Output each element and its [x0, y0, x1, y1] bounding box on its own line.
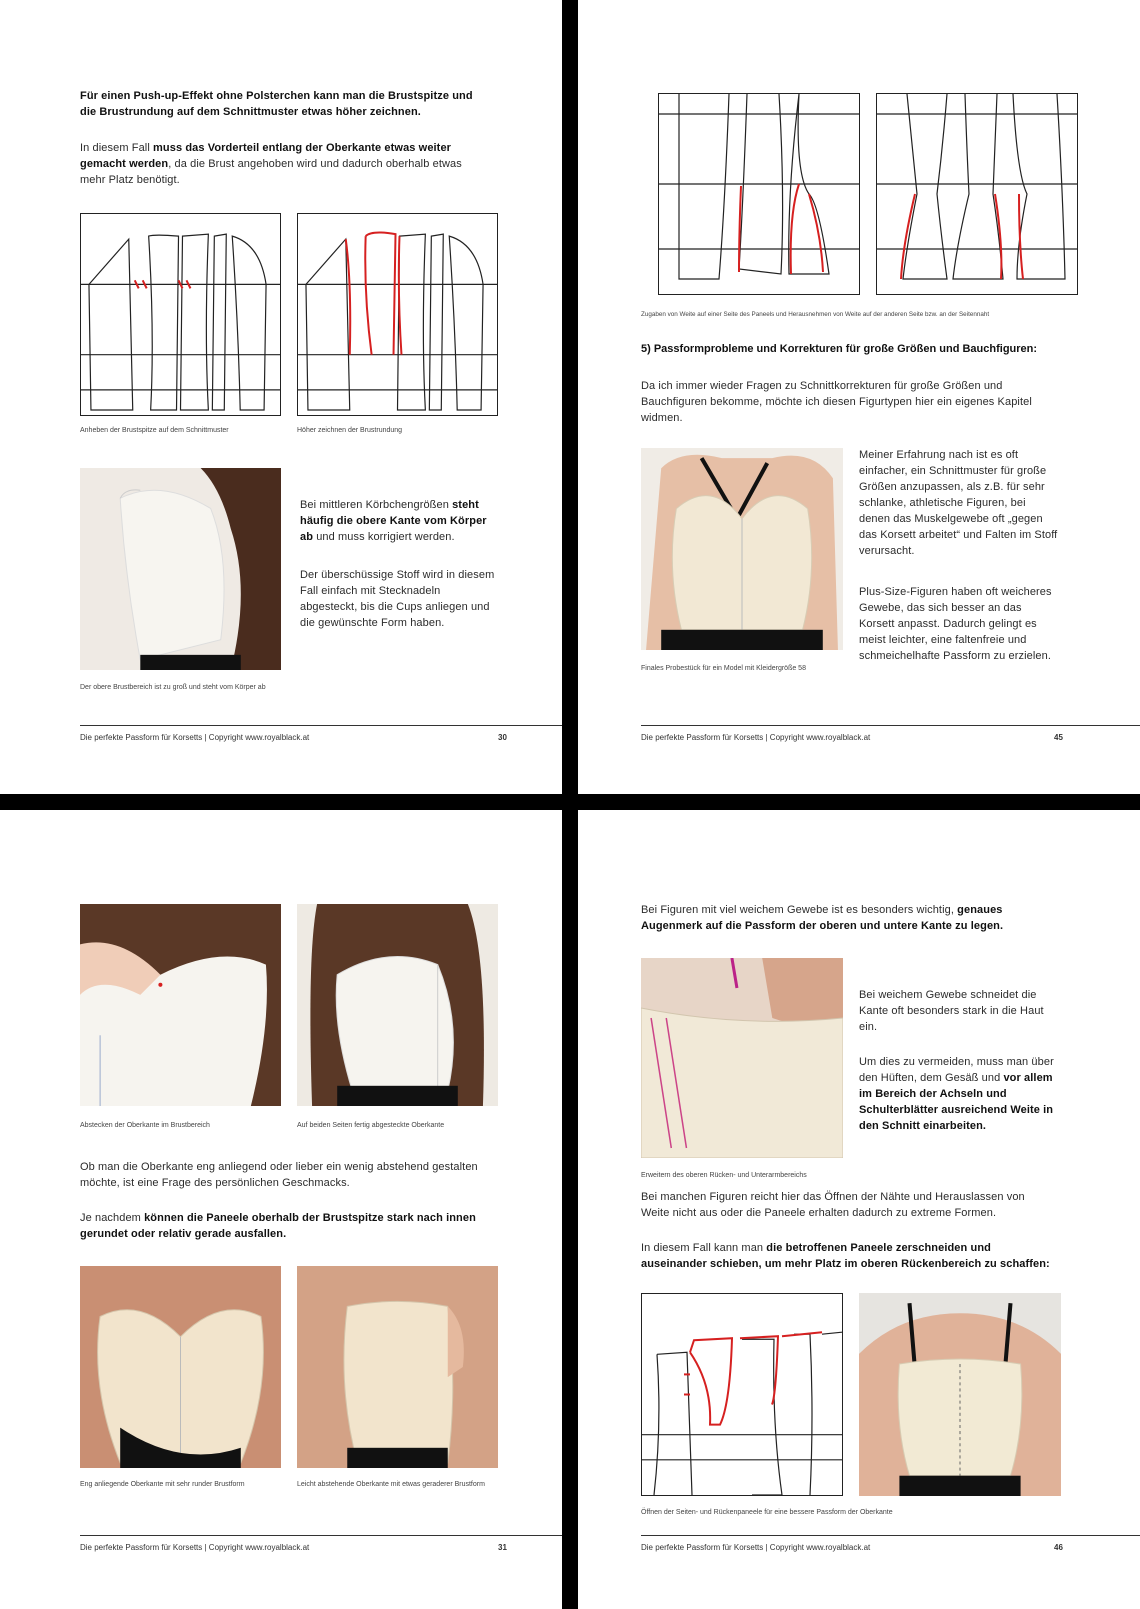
footer-text: Die perfekte Passform für Korsetts | Copyright www.royalblack.at: [641, 733, 871, 742]
paragraph-2: Je nachdem können die Paneele oberhalb der Brustspitze stark nach innen gerundet oder relativ gerade ausfallen.: [80, 1212, 476, 1240]
caption: Der obere Brustbereich ist zu groß und steht vom Körper ab: [80, 684, 266, 691]
page-footer: [80, 725, 562, 742]
page-45: [578, 0, 1140, 794]
caption: Abstecken der Oberkante im Brustbereich: [80, 1122, 210, 1129]
section-heading: 5) Passformprobleme und Korrekturen für große Größen und Bauchfiguren:: [641, 343, 1038, 355]
pattern-diagram-right: [297, 213, 498, 416]
footer-text: Die perfekte Passform für Korsetts | Copyright www.royalblack.at: [80, 1543, 310, 1552]
side-text: Bei mittleren Körbchengrößen steht häufig die obere Kante vom Körper ab und muss korrigiert werden.: [300, 499, 487, 543]
pattern-diagram-left: [80, 213, 281, 416]
pinning-photo: [80, 904, 281, 1106]
paragraph: In diesem Fall muss das Vorderteil entlang der Oberkante etwas weiter gemacht werden, da die Brust angehoben wird und dadurch oberhalb etwas mehr Platz benötigt.: [80, 142, 462, 186]
page-number: 45: [1054, 733, 1063, 742]
paragraph: Da ich immer wieder Fragen zu Schnittkorrekturen für große Größen und Bauchfiguren bekomme, möchte ich diesen Figurtypen hier ein eigenes Kapitel widmen.: [641, 380, 1032, 424]
caption: Anheben der Brustspitze auf dem Schnittmuster: [80, 427, 229, 434]
side-text: Meiner Erfahrung nach ist es oft einfacher, ein Schnittmuster für große Größen anzupassen, als z.B. für sehr schlanke, athletische Figuren, bei denen das Muskelgewebe oft „gegen das Korsett arbeitet“ und Falten im Stoff verursacht.: [859, 449, 1058, 557]
side-text: Bei weichem Gewebe schneidet die Kante oft besonders stark in die Haut ein.: [859, 989, 1044, 1033]
page-footer: [641, 1535, 1140, 1552]
tight-fit-photo: [80, 1266, 281, 1468]
side-text-2: Der überschüssige Stoff wird in diesem Fall einfach mit Stecknadeln abgesteckt, bis die Cups anliegen und die gewünschte Form haben.: [300, 569, 495, 629]
page-46: [578, 810, 1140, 1609]
caption: Erweitern des oberen Rücken- und Unterarmbereichs: [641, 1172, 807, 1179]
page-footer: [80, 1535, 562, 1552]
corset-photo-side: [80, 468, 281, 670]
pattern-diagram-right: [876, 93, 1078, 295]
page-footer: [641, 725, 1140, 742]
caption: Eng anliegende Oberkante mit sehr runder Brustform: [80, 1481, 245, 1488]
footer-text: Die perfekte Passform für Korsetts | Copyright www.royalblack.at: [80, 733, 310, 742]
pinned-photo: [297, 904, 498, 1106]
side-text-2: Um dies zu vermeiden, muss man über den Hüften, dem Gesäß und vor allem im Bereich der Achseln und Schulterblätter ausreichend Weite in den Schnitt einarbeiten.: [859, 1056, 1054, 1132]
footer-text: Die perfekte Passform für Korsetts | Copyright www.royalblack.at: [641, 1543, 871, 1552]
pattern-diagram-left: [658, 93, 860, 295]
caption: Finales Probestück für ein Model mit Kleidergröße 58: [641, 665, 806, 672]
page-number: 30: [498, 733, 507, 742]
corset-photo-front: [641, 448, 843, 650]
paragraph: Ob man die Oberkante eng anliegend oder lieber ein wenig abstehend gestalten möchte, ist eine Frage des persönlichen Geschmacks.: [80, 1161, 478, 1189]
caption: Auf beiden Seiten fertig abgesteckte Oberkante: [297, 1122, 445, 1129]
caption: Leicht abstehende Oberkante mit etwas geraderer Brustform: [297, 1481, 485, 1488]
back-lacing-photo: [641, 958, 843, 1158]
caption: Öffnen der Seiten- und Rückenpaneele für eine bessere Passform der Oberkante: [641, 1509, 893, 1516]
caption: Zugaben von Weite auf einer Seite des Paneels und Herausnehmen von Weite auf der anderen Seite bzw. an der Seitennaht: [641, 311, 990, 318]
loose-fit-photo: [297, 1266, 498, 1468]
page-number: 31: [498, 1543, 507, 1552]
side-text-2: Plus-Size-Figuren haben oft weicheres Gewebe, das sich besser an das Korsett anpasst. Dadurch gelingt es meist leichter, eine faltenfreie und schmeichelhafte Passform zu erzielen.: [859, 586, 1052, 662]
paragraph-2: Bei manchen Figuren reicht hier das Öffnen der Nähte und Herauslassen von Weite nicht aus oder die Paneele erhalten dadurch zu extreme Formen.: [641, 1191, 1025, 1219]
intro-text: Für einen Push-up-Effekt ohne Polsterchen kann man die Brustspitze und die Brustrundung auf dem Schnittmuster etwas höher zeichnen.: [80, 90, 473, 118]
paragraph-3: In diesem Fall kann man die betroffenen Paneele zerschneiden und auseinander schieben, um mehr Platz im oberen Rückenbereich zu schaffen:: [641, 1242, 1050, 1270]
caption: Höher zeichnen der Brustrundung: [297, 427, 403, 434]
page-30: [0, 0, 562, 794]
paragraph: Bei Figuren mit viel weichem Gewebe ist es besonders wichtig, genaues Augenmerk auf die Passform der oberen und untere Kante zu legen.: [641, 904, 1004, 932]
page-number: 46: [1054, 1543, 1063, 1552]
pattern-diagram-back: [641, 1293, 843, 1496]
back-fit-photo: [859, 1293, 1061, 1496]
page-31: [0, 810, 562, 1609]
